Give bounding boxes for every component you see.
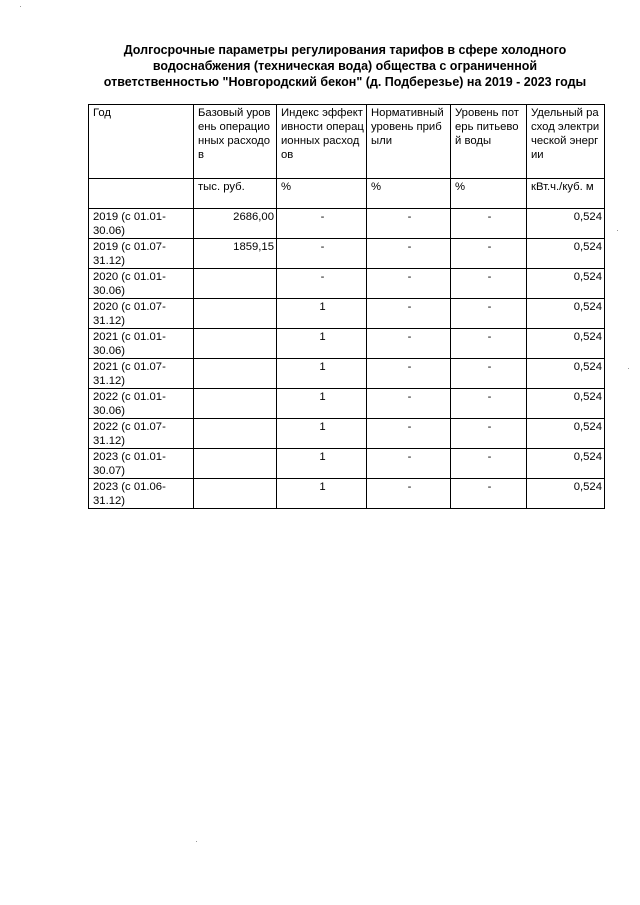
energy-consumption-cell: 0,524: [527, 359, 605, 389]
title-line: водоснабжения (техническая вода) общества с ограниченной: [152, 59, 538, 73]
unit-cell: тыс. руб.: [194, 179, 277, 209]
efficiency-index-cell: 1: [277, 389, 367, 419]
water-loss-cell: -: [451, 239, 527, 269]
table-header-row: [89, 105, 605, 179]
base-opex-cell: [194, 479, 277, 509]
period-cell: 2022 (с 01.07-31.12): [89, 419, 194, 449]
base-opex-cell: [194, 269, 277, 299]
energy-consumption-cell: 0,524: [527, 269, 605, 299]
profit-level-cell: -: [367, 299, 451, 329]
profit-level-cell: -: [367, 359, 451, 389]
energy-consumption-cell: 0,524: [527, 479, 605, 509]
water-loss-cell: -: [451, 419, 527, 449]
water-loss-cell: -: [451, 359, 527, 389]
period-cell: 2023 (с 01.01-30.07): [89, 449, 194, 479]
document-title: [80, 42, 610, 90]
efficiency-index-cell: 1: [277, 329, 367, 359]
table-row: [89, 479, 605, 509]
header-year: Год: [89, 105, 194, 179]
efficiency-index-cell: -: [277, 269, 367, 299]
water-loss-cell: -: [451, 389, 527, 419]
table-row: [89, 359, 605, 389]
energy-consumption-cell: 0,524: [527, 299, 605, 329]
water-loss-cell: -: [451, 209, 527, 239]
header-water-loss: Уровень потерь питьевой воды: [451, 105, 527, 179]
base-opex-cell: [194, 389, 277, 419]
efficiency-index-cell: 1: [277, 479, 367, 509]
scan-speck: [196, 841, 197, 842]
header-base-opex: Базовый уровень операционных расходов: [194, 105, 277, 179]
unit-cell: %: [277, 179, 367, 209]
profit-level-cell: -: [367, 269, 451, 299]
efficiency-index-cell: 1: [277, 419, 367, 449]
tariff-parameters-table: [88, 104, 605, 509]
header-profit-level: Нормативный уровень прибыли: [367, 105, 451, 179]
scan-speck: [20, 6, 21, 7]
unit-cell: %: [367, 179, 451, 209]
profit-level-cell: -: [367, 449, 451, 479]
unit-cell: %: [451, 179, 527, 209]
energy-consumption-cell: 0,524: [527, 239, 605, 269]
efficiency-index-cell: 1: [277, 449, 367, 479]
profit-level-cell: -: [367, 419, 451, 449]
period-cell: 2023 (с 01.06-31.12): [89, 479, 194, 509]
efficiency-index-cell: 1: [277, 299, 367, 329]
profit-level-cell: -: [367, 389, 451, 419]
header-energy-consumption: Удельный расход электрической энергии: [527, 105, 605, 179]
title-line: Долгосрочные параметры регулирования тарифов в сфере холодного: [123, 43, 567, 57]
scan-speck: [617, 230, 618, 231]
table-row: [89, 419, 605, 449]
unit-cell: [89, 179, 194, 209]
period-cell: 2020 (с 01.01-30.06): [89, 269, 194, 299]
base-opex-cell: 1859,15: [194, 239, 277, 269]
period-cell: 2021 (с 01.07-31.12): [89, 359, 194, 389]
table-row: [89, 299, 605, 329]
water-loss-cell: -: [451, 479, 527, 509]
period-cell: 2019 (с 01.07-31.12): [89, 239, 194, 269]
water-loss-cell: -: [451, 449, 527, 479]
period-cell: 2020 (с 01.07-31.12): [89, 299, 194, 329]
table-row: [89, 329, 605, 359]
energy-consumption-cell: 0,524: [527, 209, 605, 239]
base-opex-cell: [194, 419, 277, 449]
table-row: [89, 239, 605, 269]
energy-consumption-cell: 0,524: [527, 419, 605, 449]
base-opex-cell: [194, 299, 277, 329]
base-opex-cell: [194, 449, 277, 479]
energy-consumption-cell: 0,524: [527, 389, 605, 419]
profit-level-cell: -: [367, 479, 451, 509]
table-units-row: [89, 179, 605, 209]
energy-consumption-cell: 0,524: [527, 449, 605, 479]
profit-level-cell: -: [367, 209, 451, 239]
table-row: [89, 389, 605, 419]
efficiency-index-cell: -: [277, 209, 367, 239]
period-cell: 2019 (с 01.01-30.06): [89, 209, 194, 239]
table-row: [89, 449, 605, 479]
base-opex-cell: [194, 359, 277, 389]
header-efficiency-index: Индекс эффективности операционных расходов: [277, 105, 367, 179]
base-opex-cell: 2686,00: [194, 209, 277, 239]
unit-cell: кВт.ч./куб. м: [527, 179, 605, 209]
efficiency-index-cell: 1: [277, 359, 367, 389]
profit-level-cell: -: [367, 329, 451, 359]
water-loss-cell: -: [451, 329, 527, 359]
water-loss-cell: -: [451, 269, 527, 299]
period-cell: 2021 (с 01.01-30.06): [89, 329, 194, 359]
profit-level-cell: -: [367, 239, 451, 269]
table-row: [89, 269, 605, 299]
period-cell: 2022 (с 01.01-30.06): [89, 389, 194, 419]
efficiency-index-cell: -: [277, 239, 367, 269]
base-opex-cell: [194, 329, 277, 359]
energy-consumption-cell: 0,524: [527, 329, 605, 359]
water-loss-cell: -: [451, 299, 527, 329]
title-line: ответственностью "Новгородский бекон" (д. Подберезье) на 2019 - 2023 годы: [103, 75, 587, 89]
scan-speck: [628, 368, 629, 369]
table-row: [89, 209, 605, 239]
